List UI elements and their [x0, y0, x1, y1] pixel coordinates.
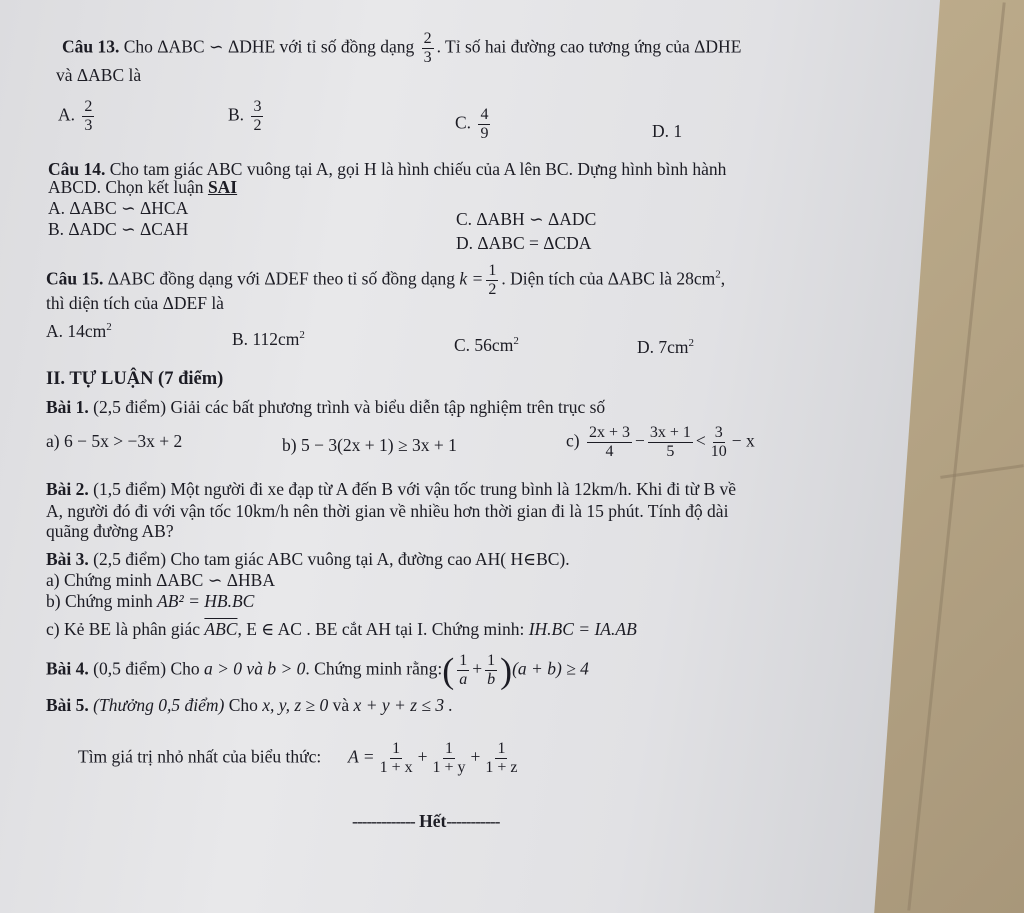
q14-option-b: B. ΔADC ∽ ΔCAH	[48, 219, 189, 239]
q14-option-d: D. ΔABC = ΔCDA	[456, 233, 592, 253]
q14-option-c: C. ΔABH ∽ ΔADC	[456, 209, 597, 229]
q15-option-a: A. $14cm^2$	[46, 320, 112, 341]
bai1-part-a: a) 6 − 5x > −3x + 2	[46, 431, 183, 451]
bai1-part-c: c) $\frac{2x + 3}{4}$ − $\frac{3x + 1}{5}$ < $\frac{3}{10}$ − x	[566, 424, 755, 460]
bai4-line: Bài 4. (0,5 điểm) Cho a > 0 và b > 0. Chứng minh rằng:( $\frac{1}{a}$ + $\frac{1}{b}$ )(a + b) ≥ 4	[46, 650, 589, 691]
bai5-line1: Bài 5. (Thưởng 0,5 điểm) Cho x, y, z ≥ 0 và x + y + z ≤ 3 .	[46, 695, 453, 715]
q14-line2: ABCD. Chọn kết luận SAI	[48, 177, 238, 197]
bai5-line2: Tìm giá trị nhỏ nhất của biểu thức: A = $\frac{1}{1 + x}$ + $\frac{1}{1 + y}$ + $\frac{1}{1 + z}$	[78, 740, 518, 776]
bai1-line1: Bài 1. (2,5 điểm) Giải các bất phương trình và biểu diễn tập nghiệm trên trục số	[46, 397, 606, 417]
q13-line2: và ΔABC là	[56, 65, 142, 85]
q13-option-a: A. $\frac{2}{3}$	[58, 98, 93, 134]
q15-option-b: B. $112cm^2$	[232, 328, 305, 349]
q13-label: Câu 13.	[62, 36, 120, 57]
bai3-part-c: c) Kẻ BE là phân giác $\overline{ABC}$, E ∈ AC . BE cắt AH tại I. Chứng minh: IH.BC = IA.AB	[46, 619, 637, 639]
q15-line1: Câu 15. ΔABC đồng dạng với ΔDEF theo tỉ số đồng dạng k = $\frac{1}{2}$ . Diện tích của ΔABC là $28cm^2$,	[46, 262, 726, 298]
q14-option-a: A. ΔABC ∽ ΔHCA	[48, 198, 189, 218]
bai2-line1: Bài 2. (1,5 điểm) Một người đi xe đạp từ A đến B với vận tốc trung bình là 12km/h. Khi đi từ B về	[46, 479, 737, 499]
bai2-line2: A, người đó đi với vận tốc 10km/h nên thời gian về nhiều hơn thời gian đi là 15 phút. Tính độ dài	[46, 501, 729, 521]
q15-option-c: C. $56cm^2$	[454, 334, 519, 355]
q15-option-d: D. $7cm^2$	[637, 336, 695, 357]
bai3-part-b: b) Chứng minh AB² = HB.BC	[46, 591, 255, 611]
section-title: II. TỰ LUẬN (7 điểm)	[46, 369, 224, 389]
q13-ratio: $\frac{2}{3}$	[423, 30, 432, 66]
footer-end: ------------- Hết-----------	[352, 811, 500, 831]
q13-option-c: C. $\frac{4}{9}$	[455, 106, 489, 142]
q14-line1: Câu 14. Cho tam giác ABC vuông tại A, gọi H là hình chiếu của A lên BC. Dựng hình bình hành	[48, 159, 727, 179]
q13-line1: Câu 13. Cho ΔABC ∽ ΔDHE với tỉ số đồng dạng $\frac{2}{3}$ . Tỉ số hai đường cao tương ứng của ΔDHE	[62, 30, 742, 66]
bai2-line3: quãng đường AB?	[46, 521, 174, 541]
bai3-part-a: a) Chứng minh ΔABC ∽ ΔHBA	[46, 570, 275, 590]
q14-emphasis-sai: SAI	[207, 177, 238, 197]
q15-line2: thì diện tích của ΔDEF là	[46, 293, 224, 313]
q13-option-d: D. 1	[652, 121, 683, 141]
q13-option-b: B. $\frac{3}{2}$	[228, 98, 262, 134]
bai1-part-b: b) 5 − 3(2x + 1) ≥ 3x + 1	[282, 435, 457, 455]
bai3-line1: Bài 3. (2,5 điểm) Cho tam giác ABC vuông tại A, đường cao AH( H∈BC).	[46, 549, 570, 569]
